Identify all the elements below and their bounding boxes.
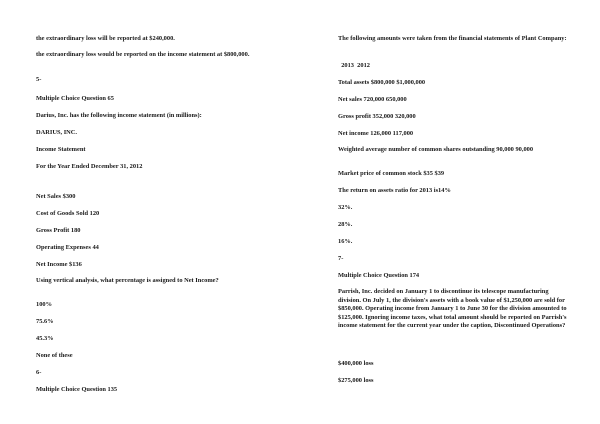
table-row-total-assets: Total assets $800,000 $1,000,000 bbox=[338, 79, 426, 86]
table-row-weighted-shares: Weighted average number of common shares outstanding 90,000 90,000 bbox=[338, 146, 534, 153]
question-heading-174: Multiple Choice Question 174 bbox=[338, 272, 420, 279]
question-prompt-parrish: Parrish, Inc. decided on January 1 to discontinue its telescope manufacturing division. On July 1, the division's assets with a book value of $1,250,000 are sold for $850,000. Operating income from January 1 to June 30 for the division amounted to $125,000. Ignoring income taxes, what total amount should be reported on Parrish's income statement for the current year under the caption, Discontinued Operations? bbox=[338, 288, 567, 330]
question-number-6: 6- bbox=[36, 369, 42, 376]
answer-option-32: 32%. bbox=[338, 204, 353, 211]
table-row-market-price: Market price of common stock $35 $39 bbox=[338, 170, 445, 177]
table-row-net-income: Net income 126,000 117,000 bbox=[338, 130, 414, 137]
income-line-cogs: Cost of Goods Sold 120 bbox=[36, 210, 100, 217]
question-number-7: 7- bbox=[338, 255, 344, 262]
question-vertical-analysis: Using vertical analysis, what percentage is assigned to Net Income? bbox=[36, 277, 219, 284]
statement-title: Income Statement bbox=[36, 146, 86, 153]
answer-option-100: 100% bbox=[36, 301, 52, 308]
question-prompt-darius: Darius, Inc. has the following income statement (in millions): bbox=[36, 112, 202, 119]
income-line-operating-expenses: Operating Expenses 44 bbox=[36, 244, 99, 251]
income-line-net-sales: Net Sales $300 bbox=[36, 193, 76, 200]
answer-option-extraordinary-240000: the extraordinary loss will be reported at $240,000. bbox=[36, 35, 175, 42]
company-name: DARIUS, INC. bbox=[36, 129, 78, 136]
question-return-on-assets: The return on assets ratio for 2013 is14% bbox=[338, 187, 451, 194]
answer-option-75-6: 75.6% bbox=[36, 318, 54, 325]
answer-option-16: 16%. bbox=[338, 238, 353, 245]
question-heading-65: Multiple Choice Question 65 bbox=[36, 95, 114, 102]
answer-option-extraordinary-800000: the extraordinary loss would be reported on the income statement at $800,000. bbox=[36, 51, 250, 58]
table-header-years: 2013 2012 bbox=[338, 62, 370, 69]
answer-option-400000-loss: $400,000 loss bbox=[338, 360, 374, 367]
table-row-net-sales: Net sales 720,000 650,000 bbox=[338, 96, 407, 103]
answer-option-45-3: 45.3% bbox=[36, 335, 54, 342]
income-line-net-income: Net Income $136 bbox=[36, 261, 82, 268]
question-heading-135: Multiple Choice Question 135 bbox=[36, 386, 118, 393]
statement-period: For the Year Ended December 31, 2012 bbox=[36, 163, 143, 170]
answer-option-none: None of these bbox=[36, 352, 73, 359]
income-line-gross-profit: Gross Profit 180 bbox=[36, 227, 81, 234]
answer-option-275000-loss: $275,000 loss bbox=[338, 377, 374, 384]
answer-option-28: 28%. bbox=[338, 221, 353, 228]
table-row-gross-profit: Gross profit 352,000 320,000 bbox=[338, 113, 416, 120]
question-intro-plant: The following amounts were taken from the financial statements of Plant Company: bbox=[338, 35, 567, 42]
question-number-5: 5- bbox=[36, 76, 42, 83]
